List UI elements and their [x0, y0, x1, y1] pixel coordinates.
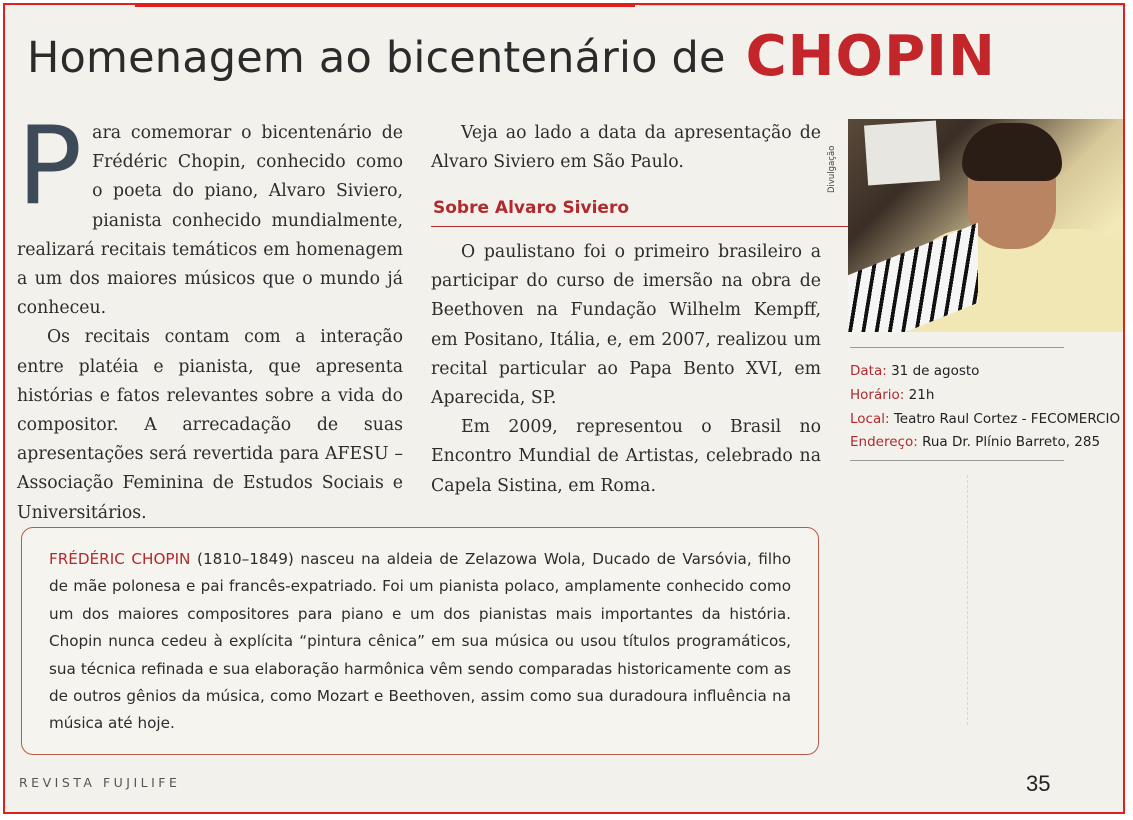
event-address-label: Endereço:	[850, 434, 918, 451]
event-venue-label: Local:	[850, 410, 890, 427]
magazine-name: REVISTA FUJILIFE	[19, 775, 181, 790]
info-rule-bottom	[850, 460, 1064, 461]
article-column-2	[431, 238, 821, 501]
photo-hair	[962, 123, 1062, 181]
event-venue	[850, 408, 1121, 432]
biography-text	[49, 546, 791, 738]
subheading-rule	[431, 226, 881, 227]
drop-cap: P	[17, 104, 83, 229]
scan-artifact-line	[967, 475, 968, 725]
biography-body: (1810–1849) nasceu na aldeia de Zelazowa Wola, Ducado de Varsóvia, filho de mãe polonesa e pai francês-expatriado. Foi um pianista polaco, amplamente conhecido como um dos maiores compositores para piano e um dos pianistas mais importantes da história. Chopin nunca cedeu à explícita “pintura cênica” em sua música ou usou títulos programáticos, sua técnica refinada e sua elaboração harmônica vêm sendo comparadas historicamente com as de outros gênios da música, como Mozart e Beethoven, assim como sua duradoura influência na música até hoje.	[49, 550, 791, 733]
event-date-value: 31 de agosto	[891, 363, 980, 379]
article-paragraph: ara comemorar o bicentenário de Frédéric Chopin, conhecido como o poeta do piano, Alvaro Siviero, pianista conhecido mundialmente, realizará recitais temáticos em homenagem a um dos maiores músicos que o mundo já conheceu.	[17, 123, 403, 319]
event-date-label: Data:	[850, 363, 887, 379]
event-time	[850, 384, 1090, 408]
article-paragraph: Os recitais contam com a interação entre platéia e pianista, que apresenta histórias e fatos relevantes sobre a vida do compositor. A arrecadação de suas apresentações será revertida para AFESU – Associação Feminina de Estudos Sociais e Universitários.	[17, 327, 403, 523]
event-venue-value: Teatro Raul Cortez - FECOMERCIO	[893, 410, 1121, 427]
article-paragraph: Em 2009, representou o Brasil no Encontro Mundial de Artistas, celebrado na Capela Sistina, em Roma.	[431, 417, 821, 496]
sheet-music	[864, 121, 940, 186]
page-number: 35	[1026, 771, 1051, 796]
event-address-value: Rua Dr. Plínio Barreto, 285	[922, 434, 1101, 451]
title-lead: Homenagem ao bicentenário de	[27, 33, 726, 83]
biography-name: FRÉDÉRIC CHOPIN	[49, 550, 191, 568]
top-rule-right	[639, 5, 1125, 6]
top-rule	[135, 5, 635, 7]
article-paragraph: O paulistano foi o primeiro brasileiro a participar do curso de imersão na obra de Beethoven na Fundação Wilhelm Kempff, em Positano, Itália, e, em 2007, realizou um recital particular ao Papa Bento XVI, em Aparecida, SP.	[431, 242, 821, 409]
article-paragraph: Veja ao lado a data da apresentação de Alvaro Siviero em São Paulo.	[431, 123, 821, 173]
title-accent: CHOPIN	[745, 24, 996, 89]
pianist-photo	[848, 119, 1125, 332]
event-time-value: 21h	[908, 386, 935, 403]
event-address	[850, 431, 1101, 455]
magazine-page	[3, 3, 1125, 814]
event-time-label: Horário:	[850, 386, 905, 403]
event-info	[850, 360, 1121, 455]
article-column-2-intro	[431, 119, 821, 177]
info-rule-top	[850, 347, 1064, 348]
article-column-1	[17, 104, 403, 528]
event-date	[850, 360, 1090, 384]
page-title	[27, 21, 996, 89]
photo-credit: Divulgação	[827, 145, 837, 193]
section-subheading: Sobre Alvaro Siviero	[433, 198, 630, 218]
